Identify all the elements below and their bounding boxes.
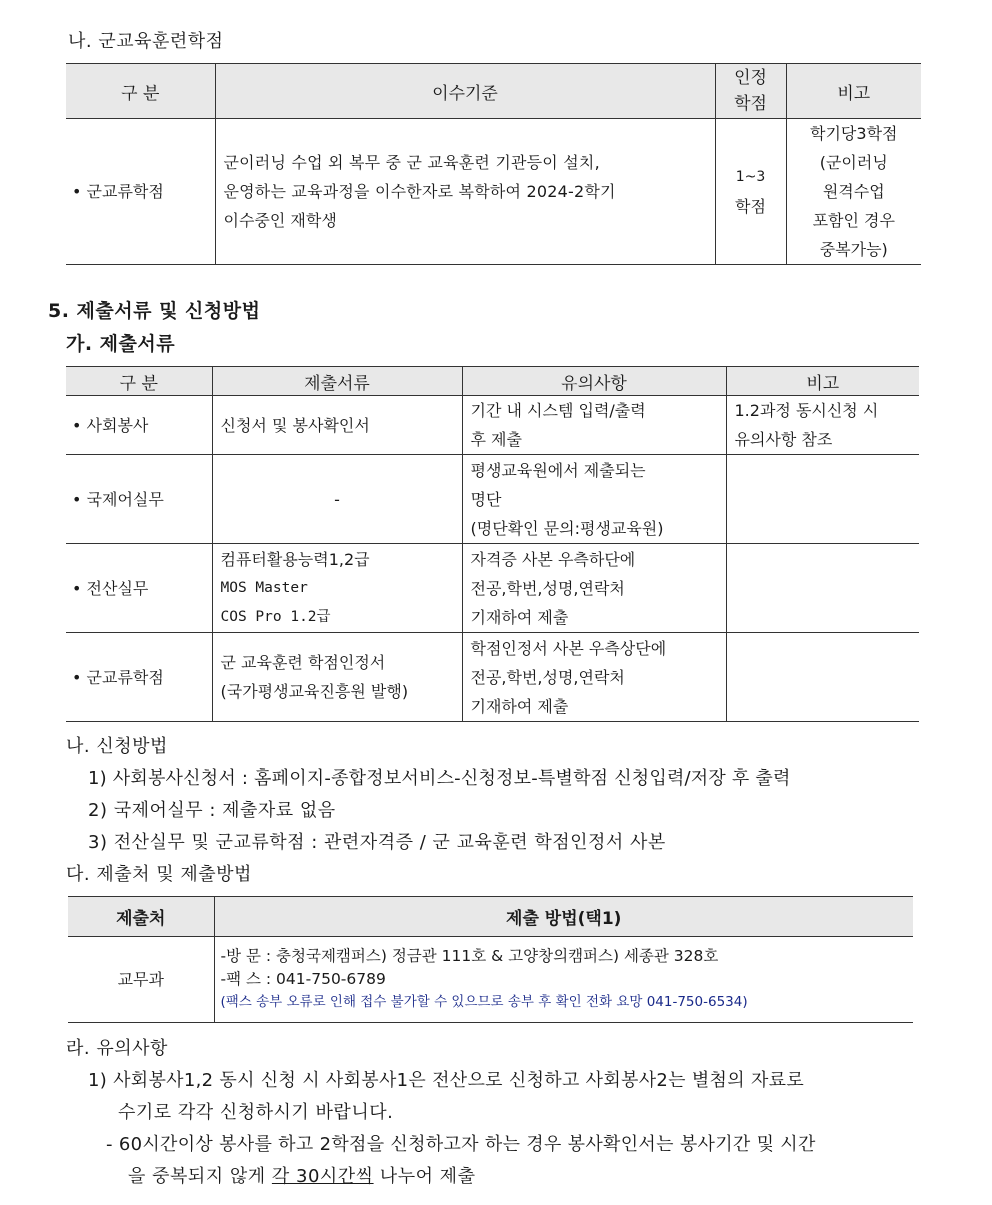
header-credit bbox=[715, 64, 786, 119]
notes-line: 전공,학번,성명,연락처 bbox=[470, 667, 625, 687]
caution-text: 을 중복되지 않게 bbox=[128, 1166, 272, 1187]
notes-line: 자격증 사본 우측하단에 bbox=[470, 549, 636, 569]
credit-line: 학점 bbox=[735, 196, 766, 216]
row-notes bbox=[462, 455, 726, 544]
method-fax-note: (팩스 송부 오류로 인해 접수 불가할 수 있으므로 송부 후 확인 전화 요망 041-750-6534) bbox=[220, 994, 748, 1010]
notes-line: 기간 내 시스템 입력/출력 bbox=[470, 401, 646, 420]
row-remark bbox=[726, 396, 919, 455]
method-fax: -팩 스 : 041-750-6789 bbox=[220, 970, 386, 988]
doc-line: (국가평생교육진흥원 발행) bbox=[220, 682, 409, 701]
notes-line: 명단 bbox=[470, 489, 502, 509]
table-row bbox=[66, 455, 919, 544]
row-notes bbox=[462, 633, 726, 722]
apply-method-item: 3) 전산실무 및 군교류학점 : 관련자격증 / 군 교육훈련 학점인정서 사본 bbox=[88, 832, 666, 853]
notes-line: 학점인정서 사본 우측상단에 bbox=[470, 638, 667, 658]
note-line: (군이러닝 bbox=[819, 153, 888, 172]
section-heading-submission: 다. 제출처 및 제출방법 bbox=[66, 864, 252, 885]
row-remark bbox=[726, 455, 919, 544]
header-note: 비고 bbox=[786, 64, 921, 119]
note-line: 원격수업 bbox=[822, 182, 885, 201]
section-heading-cautions: 라. 유의사항 bbox=[66, 1038, 168, 1059]
military-credit-table bbox=[66, 63, 921, 265]
notes-line: (명단확인 문의:평생교육원) bbox=[470, 518, 664, 538]
table-row bbox=[66, 396, 919, 455]
row-remark bbox=[726, 633, 919, 722]
method-visit: -방 문 : 충청국제캠퍼스) 정금관 111호 & 고양창의캠퍼스) 세종관 328호 bbox=[220, 947, 719, 965]
header-credit-line2: 학점 bbox=[734, 94, 767, 114]
caution-item-2: - 60시간이상 봉사를 하고 2학점을 신청하고자 하는 경우 봉사확인서는 봉사기간 및 시간 bbox=[106, 1134, 816, 1155]
caution-item-1: 1) 사회봉사1,2 동시 신청 시 사회봉사1은 전산으로 신청하고 사회봉사2는 별첨의 자료로 bbox=[88, 1070, 805, 1091]
criteria-line: 군이러닝 수업 외 복무 중 군 교육훈련 기관등이 설치, bbox=[223, 153, 600, 172]
header-category: 구 분 bbox=[66, 367, 212, 396]
row-notes bbox=[462, 396, 726, 455]
criteria-line: 이수중인 재학생 bbox=[223, 211, 337, 230]
doc-line: 신청서 및 봉사확인서 bbox=[220, 415, 370, 435]
submission-place: 교무과 bbox=[68, 937, 214, 1023]
submission-methods bbox=[214, 937, 913, 1023]
header-documents: 제출서류 bbox=[212, 367, 462, 396]
submission-table bbox=[68, 896, 913, 1023]
credit-line: 1~3 bbox=[735, 168, 766, 185]
row-category: • 군교류학점 bbox=[66, 119, 215, 265]
notes-line: 기재하여 제출 bbox=[470, 607, 569, 627]
caution-emphasis: 각 30시간씩 bbox=[271, 1166, 374, 1187]
row-documents bbox=[212, 544, 462, 633]
remark-line: 1.2과정 동시신청 시 bbox=[734, 401, 879, 420]
row-criteria bbox=[215, 119, 715, 265]
caution-item-1-cont: 수기로 각각 신청하시기 바랍니다. bbox=[118, 1102, 394, 1123]
row-documents bbox=[212, 633, 462, 722]
row-credit bbox=[715, 119, 786, 265]
note-line: 포함인 경우 bbox=[812, 211, 895, 230]
caution-text: 나누어 제출 bbox=[373, 1166, 476, 1187]
table-row bbox=[66, 544, 919, 633]
row-documents bbox=[212, 455, 462, 544]
notes-line: 후 제출 bbox=[470, 430, 522, 449]
header-method: 제출 방법(택1) bbox=[214, 897, 913, 937]
row-documents bbox=[212, 396, 462, 455]
doc-line: COS Pro 1.2급 bbox=[220, 608, 331, 625]
header-category: 구 분 bbox=[66, 64, 215, 119]
header-remark: 비고 bbox=[726, 367, 919, 396]
criteria-line: 운영하는 교육과정을 이수한자로 복학하여 2024-2학기 bbox=[223, 182, 616, 201]
note-line: 중복가능) bbox=[819, 240, 888, 259]
notes-line: 평생교육원에서 제출되는 bbox=[470, 460, 646, 480]
documents-table bbox=[66, 366, 919, 722]
doc-line: MOS Master bbox=[220, 579, 308, 596]
header-place: 제출처 bbox=[68, 897, 214, 937]
section-heading-5: 5. 제출서류 및 신청방법 bbox=[48, 300, 261, 322]
row-category: • 군교류학점 bbox=[66, 633, 212, 722]
section-heading-military-credit: 나. 군교육훈련학점 bbox=[68, 31, 224, 52]
notes-line: 전공,학번,성명,연락처 bbox=[470, 578, 625, 598]
notes-line: 기재하여 제출 bbox=[470, 696, 569, 716]
header-credit-line1: 인정 bbox=[734, 68, 767, 88]
doc-line: - bbox=[334, 489, 340, 509]
caution-item-2-cont bbox=[128, 1162, 475, 1188]
apply-method-item: 1) 사회봉사신청서 : 홈페이지-종합정보서비스-신청정보-특별학점 신청입력/저장 후 출력 bbox=[88, 768, 791, 789]
row-notes bbox=[462, 544, 726, 633]
apply-method-item: 2) 국제어실무 : 제출자료 없음 bbox=[88, 800, 336, 821]
row-category: • 사회봉사 bbox=[66, 396, 212, 455]
header-criteria: 이수기준 bbox=[215, 64, 715, 119]
section-heading-documents: 가. 제출서류 bbox=[66, 333, 176, 355]
row-category: • 전산실무 bbox=[66, 544, 212, 633]
doc-line: 컴퓨터활용능력1,2급 bbox=[220, 549, 370, 569]
row-remark bbox=[726, 544, 919, 633]
table-row bbox=[66, 633, 919, 722]
remark-line: 유의사항 참조 bbox=[734, 430, 833, 449]
doc-line: 군 교육훈련 학점인정서 bbox=[220, 653, 386, 672]
header-notes: 유의사항 bbox=[462, 367, 726, 396]
note-line: 학기당3학점 bbox=[810, 124, 898, 143]
section-heading-apply: 나. 신청방법 bbox=[66, 736, 168, 757]
row-note bbox=[786, 119, 921, 265]
row-category: • 국제어실무 bbox=[66, 455, 212, 544]
